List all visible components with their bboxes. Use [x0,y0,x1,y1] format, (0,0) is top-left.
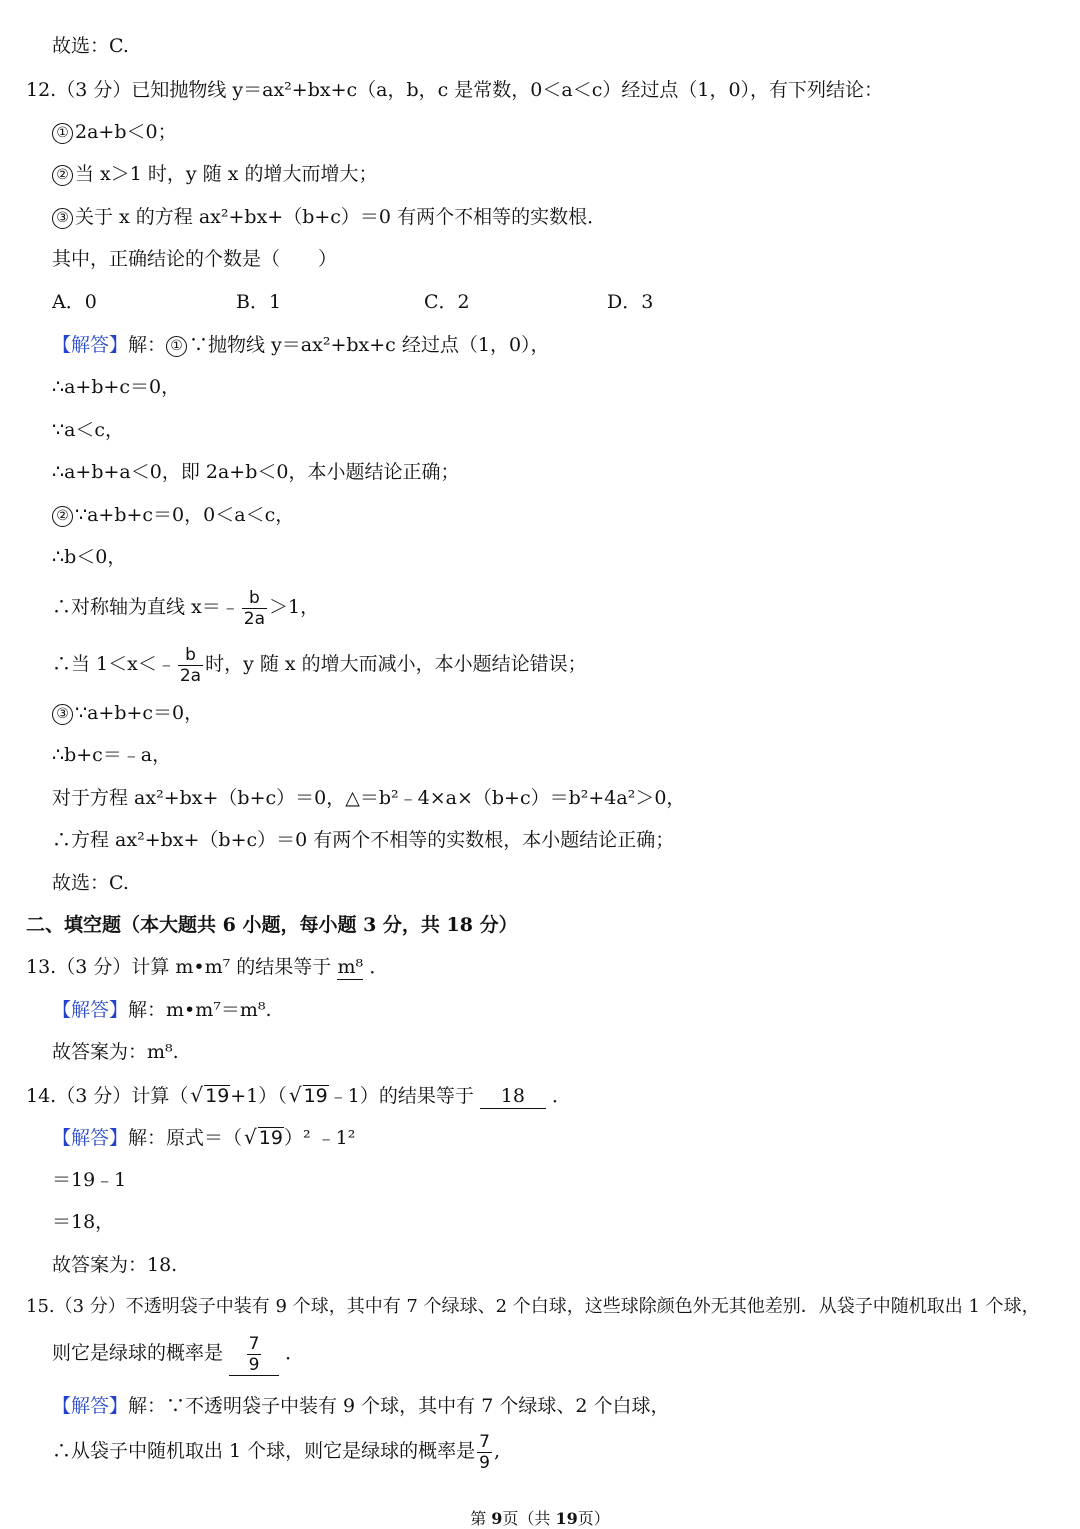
q14-solution-1: 【解答】解：原式＝（ √ 19）² ﹣1² [52,1125,356,1149]
q13-solution-2: 故答案为：m⁸. [52,1041,179,1063]
circled-3-icon: ③ [52,704,73,725]
circled-1-icon: ① [166,336,187,357]
q12-solution-1: 【解答】解： ① ∵抛物线 y＝ax²+bx+c 经过点（1，0）， [52,334,550,356]
circled-2-icon: ② [52,165,73,186]
q12-solution-9: ③ ∵a+b+c＝0， [52,701,203,725]
q12-choice-c: C．2 [424,291,470,313]
question-15-cont: 则它是绿球的概率是 $\frac{7}{9}$ ． [52,1333,305,1375]
total-pages: 19 [555,1509,578,1528]
solution-tag: 【解答】 [52,1127,129,1149]
fraction-b-over-2a: $\frac{b}{2a}$ [179,644,202,686]
solution-tag: 【解答】 [52,334,129,356]
q12-solution-11: 对于方程 ax²+bx+（b+c）＝0，△＝b²﹣4×a×（b+c）＝b²+4a²＞0， [52,787,686,809]
page-footer: 第 9页（共 19页） [470,1509,610,1528]
fraction-b-over-2a: $\frac{b}{2a}$ [243,587,265,629]
solution-tag: 【解答】 [52,999,129,1021]
q12-solution-12: ∴方程 ax²+bx+（b+c）＝0 有两个不相等的实数根，本小题结论正确； [52,829,675,851]
question-14: 14.（3 分）计算（ √ 19+1）（ √ 19﹣1）的结果等于 18 ． [26,1083,571,1107]
q12-solution-6: ∴b＜0， [52,546,127,568]
fraction-7-over-9: $\frac{7}{9}$ [479,1431,490,1473]
q12-ask: 其中，正确结论的个数是（ ） [52,248,338,270]
page-number: 9 [491,1509,503,1528]
section-2-heading: 二、填空题（本大题共 6 小题，每小题 3 分，共 18 分） [26,914,518,936]
q12-solution-10: ∴b+c＝﹣a， [52,744,172,766]
q15-answer-blank [229,1334,279,1376]
q12-option-3: ③ 关于 x 的方程 ax²+bx+（b+c）＝0 有两个不相等的实数根． [52,205,606,229]
q12-choice-b: B．1 [236,291,282,313]
q12-solution-8: ∴当 1＜x＜﹣ $\frac{b}{2a}$ 时，y 随 x 的增大而减小，本小题结论错误； [52,644,587,686]
q13-answer-blank: m⁸ [337,956,364,978]
q14-solution-2: ＝19﹣1 [52,1169,127,1191]
q12-choice-a: A．0 [52,291,97,313]
q12-solution-4: ∴a+b+a＜0，即 2a+b＜0，本小题结论正确； [52,461,460,483]
q14-answer-blank: 18 [480,1084,546,1109]
question-13: 13.（3 分）计算 m•m⁷ 的结果等于 m⁸ ． [26,956,389,978]
q15-solution-1: 【解答】解：∵不透明袋子中装有 9 个球，其中有 7 个绿球、2 个白球， [52,1395,670,1417]
fraction-7-over-9: $\frac{7}{9}$ [248,1333,260,1375]
q14-solution-3: ＝18， [52,1211,115,1233]
q13-solution-1: 【解答】解：m•m⁷＝m⁸. [52,999,272,1021]
q14-solution-4: 故答案为：18. [52,1254,178,1276]
circled-1-icon: ① [52,123,73,144]
q12-option-2: ② 当 x＞1 时，y 随 x 的增大而增大； [52,162,377,186]
q12-solution-7: ∴对称轴为直线 x＝﹣ $\frac{b}{2a}$ ＞1， [52,587,320,629]
q12-solution-3: ∵a＜c， [52,419,125,441]
q12-solution-5: ② ∵a+b+c＝0，0＜a＜c， [52,503,294,527]
q15-solution-2: ∴从袋子中随机取出 1 个球，则它是绿球的概率是 $\frac{7}{9}$ , [52,1431,501,1473]
q12-option-1: ① 2a+b＜0； [52,120,177,144]
solution-tag: 【解答】 [52,1395,129,1417]
q12-solution-13: 故选：C. [52,872,129,894]
q12-solution-2: ∴a+b+c＝0， [52,376,181,398]
circled-2-icon: ② [52,506,73,527]
question-12-stem: 12.（3 分）已知抛物线 y＝ax²+bx+c（a，b，c 是常数，0＜a＜c）经过点（1，0），有下列结论： [26,79,884,101]
question-15: 15.（3 分）不透明袋子中装有 9 个球，其中有 7 个绿球、2 个白球，这些球除颜色外无其他差别．从袋子中随机取出 1 个球， [26,1296,1040,1317]
circled-3-icon: ③ [52,208,73,229]
q12-choice-d: D．3 [607,291,654,313]
line-answer-prev: 故选：C. [52,35,129,57]
